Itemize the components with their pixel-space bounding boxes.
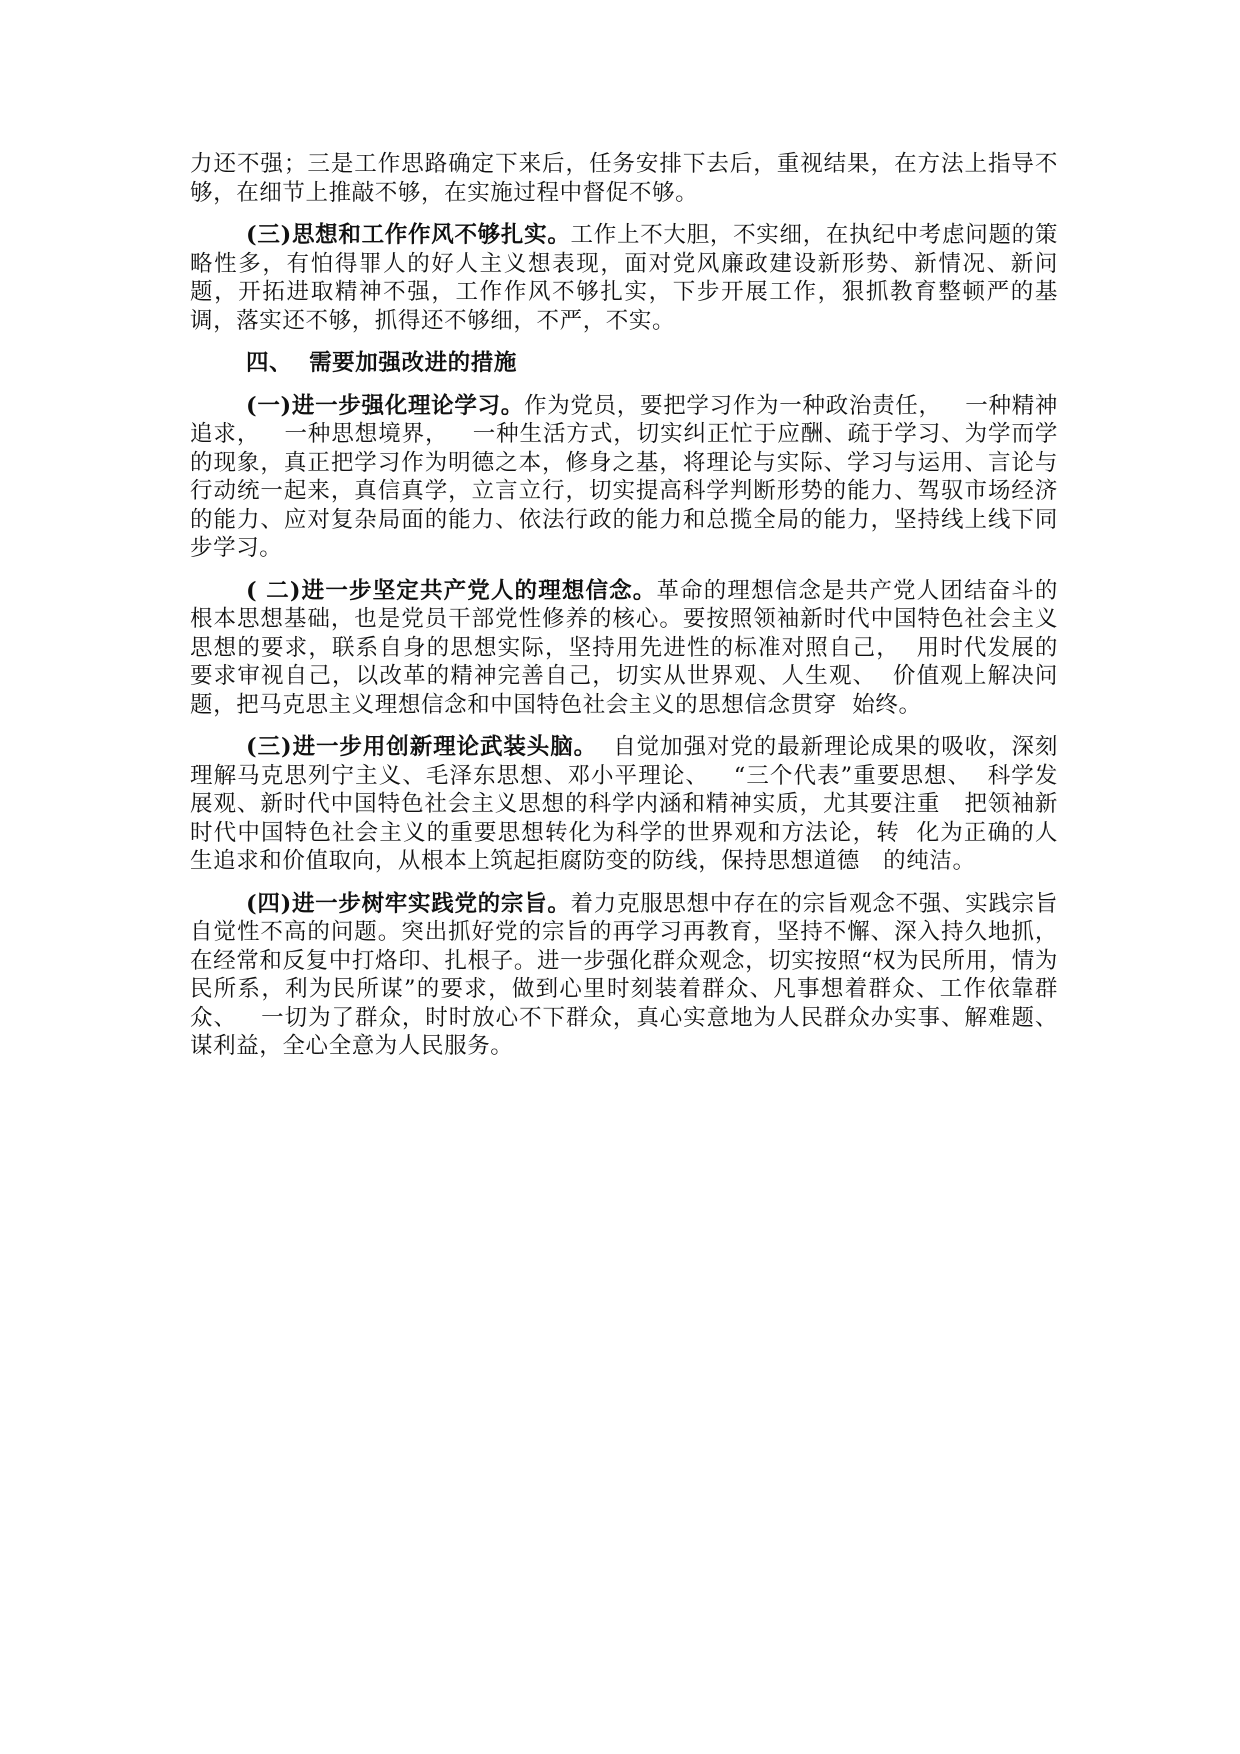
- measure-1-lead: (一)进一步强化理论学习。: [246, 392, 524, 419]
- section-heading-measures: 四、 需要加强改进的措施: [246, 350, 517, 376]
- measure-3-body: 自觉加强对党的最新理论成果的吸收，深刻理解马克思列宁主义、毛泽东思想、邓小平理论、 “三个代表”重要思想、 科学发展观、新时代中国特色社会主义思想的科学内涵和精神实质，尤其要注重 把领袖新时代中国特色社会主义的重要思想转化为科学的世界观和方法论，转 化为正确的人生追求和价值取向，从根本上筑起拒腐防变的防线，保持思想道德 的纯洁。: [190, 734, 1058, 874]
- measure-3-paragraph: [190, 733, 1058, 876]
- work-style-paragraph: [190, 221, 1058, 335]
- work-style-body: 工作上不大胆，不实细，在执纪中考虑问题的策略性多，有怕得罪人的好人主义想表现，面对党风廉政建设新形势、新情况、新问题，开拓进取精神不强，工作作风不够扎实，下步开展工作，狠抓教育整顿严的基调，落实还不够，抓得还不够细，不严，不实。: [190, 222, 1058, 334]
- measure-1-paragraph: [190, 392, 1058, 563]
- measure-4-body: 着力克服思想中存在的宗旨观念不强、实践宗旨自觉性不高的问题。突出抓好党的宗旨的再学习再教育，坚持不懈、深入持久地抓，在经常和反复中打烙印、扎根子。进一步强化群众观念，切实按照“权为民所用，情为民所系，利为民所谋”的要求，做到心里时刻装着群众、凡事想着群众、工作依靠群众、 一切为了群众，时时放心不下群众，真心实意地为人民群众办实事、解难题、谋利益，全心全意为人民服务。: [190, 890, 1058, 1059]
- continuation-text: 力还不强；三是工作思路确定下来后，任务安排下去后，重视结果，在方法上指导不够，在细节上推敲不够，在实施过程中督促不够。: [190, 151, 1058, 206]
- measure-4-paragraph: [190, 890, 1058, 1061]
- measure-2-lead: ( 二)进一步坚定共产党人的理想信念。: [246, 577, 657, 604]
- work-style-lead: (三)思想和工作作风不够扎实。: [246, 222, 571, 248]
- document-page: [190, 150, 1058, 1075]
- continuation-paragraph: [190, 150, 1058, 207]
- measure-2-body: 革命的理想信念是共产党人团结奋斗的根本思想基础，也是党员干部党性修养的核心。要按照领袖新时代中国特色社会主义思想的要求，联系自身的思想实际，坚持用先进性的标准对照自己， 用时代发展的要求审视自己，以改革的精神完善自己，切实从世界观、人生观、 价值观上解决问题，把马克思主义理想信念和中国特色社会主义的思想信念贯穿 始终。: [190, 577, 1059, 718]
- measure-1-body: 作为党员，要把学习作为一种政治责任， 一种精神追求， 一种思想境界， 一种生活方式，切实纠正忙于应酬、疏于学习、为学而学的现象，真正把学习作为明德之本，修身之基，将理论与实际、学习与运用、言论与行动统一起来，真信真学，立言立行，切实提高科学判断形势的能力、驾驭市场经济的能力、应对复杂局面的能力、依法行政的能力和总揽全局的能力，坚持线上线下同步学习。: [190, 392, 1058, 561]
- measure-4-lead: (四)进一步树牢实践党的宗旨。: [246, 890, 571, 917]
- measure-3-lead: (三)进一步用创新理论武装头脑。: [246, 734, 598, 760]
- measure-2-paragraph: [190, 577, 1058, 720]
